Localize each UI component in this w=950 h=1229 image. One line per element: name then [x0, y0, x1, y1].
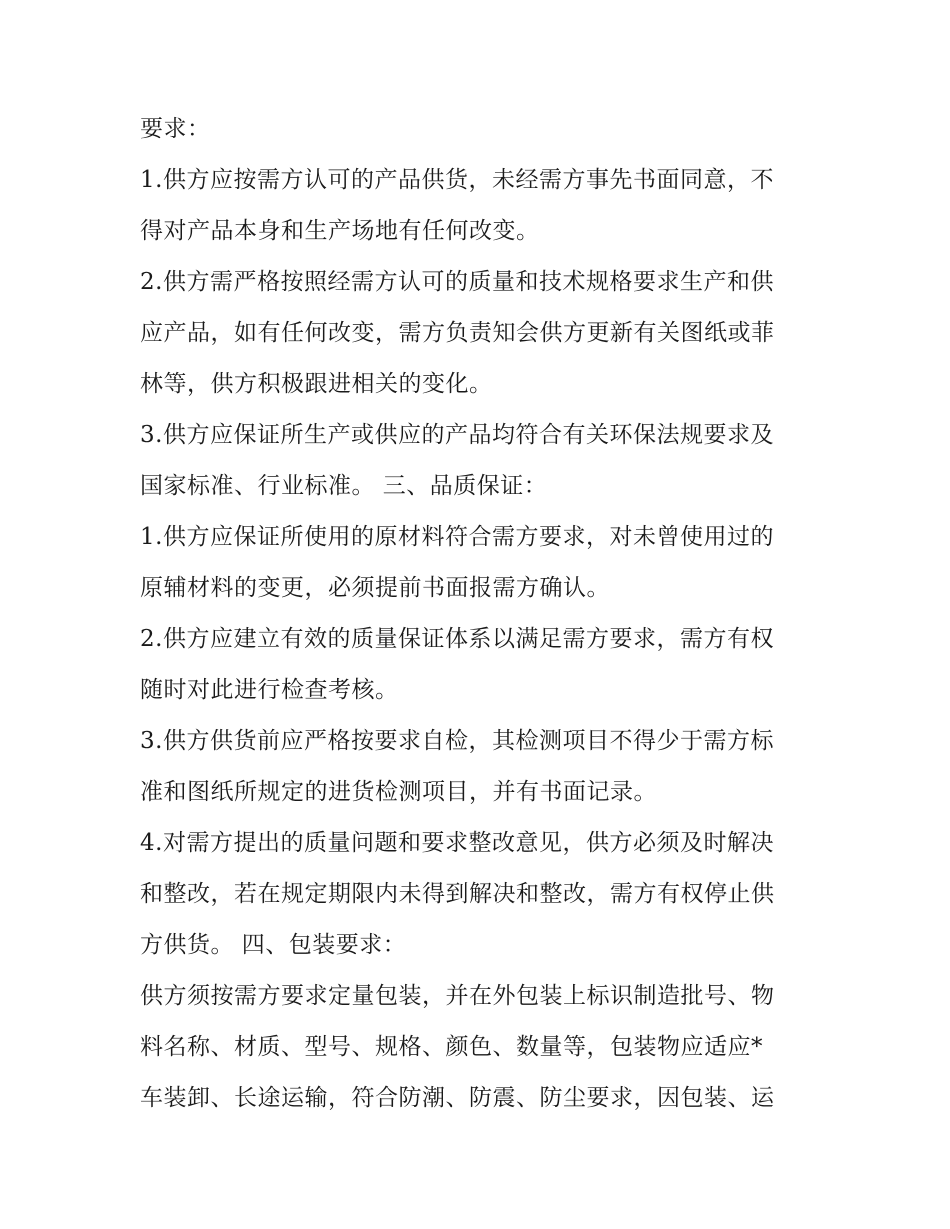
text-line: 1.供方应按需方认可的产品供货，未经需方事先书面同意，不: [140, 167, 774, 193]
text-line: 林等，供方积极跟进相关的变化。: [140, 371, 493, 397]
text-line: 1.供方应保证所使用的原材料符合需方要求，对未曾使用过的: [140, 524, 774, 550]
text-line: 供方须按需方要求定量包装，并在外包装上标识制造批号、物: [140, 983, 775, 1009]
text-line: 应产品，如有任何改变，需方负责知会供方更新有关图纸或菲: [140, 320, 775, 346]
text-line: 准和图纸所规定的进货检测项目，并有书面记录。: [140, 779, 657, 805]
text-line: 得对产品本身和生产场地有任何改变。: [140, 218, 540, 244]
document-body: [140, 104, 820, 1124]
text-line: 方供货。 四、包装要求：: [140, 932, 407, 958]
text-line: 原辅材料的变更，必须提前书面报需方确认。: [140, 575, 610, 601]
text-line: 国家标准、行业标准。 三、品质保证：: [140, 473, 548, 499]
text-line: 车装卸、长途运输，符合防潮、防震、防尘要求，因包装、运: [140, 1085, 775, 1111]
text-line: 2.供方需严格按照经需方认可的质量和技术规格要求生产和供: [140, 269, 774, 295]
text-line: 要求：: [140, 116, 211, 142]
text-line: 4.对需方提出的质量问题和要求整改意见，供方必须及时解决: [140, 830, 774, 856]
text-line: 和整改，若在规定期限内未得到解决和整改，需方有权停止供: [140, 881, 775, 907]
text-line: 随时对此进行检查考核。: [140, 677, 399, 703]
text-line: 2.供方应建立有效的质量保证体系以满足需方要求，需方有权: [140, 626, 774, 652]
text-line: 3.供方应保证所生产或供应的产品均符合有关环保法规要求及: [140, 422, 774, 448]
text-line: 3.供方供货前应严格按要求自检，其检测项目不得少于需方标: [140, 728, 774, 754]
text-line: 料名称、材质、型号、规格、颜色、数量等，包装物应适应*: [140, 1034, 763, 1060]
